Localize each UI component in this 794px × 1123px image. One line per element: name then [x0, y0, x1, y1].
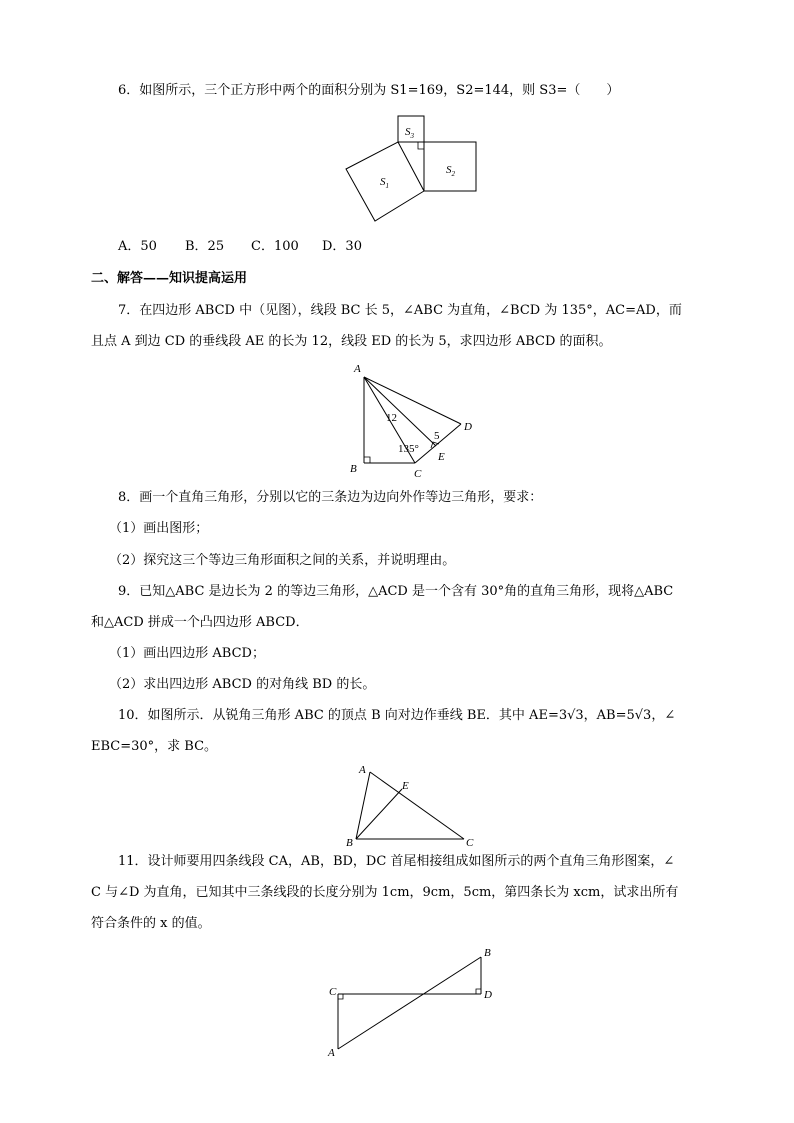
q9-sub2: （2）求出四边形 ABCD 的对角线 BD 的长。 — [109, 677, 376, 692]
q9-line1: 9．已知△ABC 是边长为 2 的等边三角形，△ACD 是一个含有 30°角的直角三角形，现将△ABC — [118, 584, 674, 599]
q10-label-c: C — [466, 837, 474, 849]
q11-line2: C 与∠D 为直角，已知其中三条线段的长度分别为 1cm，9cm，5cm，第四条长为 xcm，试求出所有 — [91, 885, 679, 900]
q7-line1: 7．在四边形 ABCD 中（见图），线段 BC 长 5，∠ABC 为直角，∠BCD 为 135°，AC=AD，而 — [118, 303, 682, 318]
q11-label-d: D — [484, 989, 492, 1001]
q8-sub1: （1）画出图形； — [109, 521, 209, 536]
q7-length-5: 5 — [434, 430, 440, 442]
q10-label-e: E — [402, 780, 409, 792]
q8-line1: 8．画一个直角三角形，分别以它的三条边为边向外作等边三角形，要求： — [118, 490, 543, 505]
q10-line1: 10．如图所示．从锐角三角形 ABC 的顶点 B 向对边作垂线 BE．其中 AE=3√3，AB=5√3，∠ — [118, 708, 676, 723]
q11-line3: 符合条件的 x 的值。 — [91, 916, 211, 931]
q6-option-d: D．30 — [322, 239, 362, 254]
q11-label-b: B — [484, 947, 491, 959]
q6-text: 6．如图所示，三个正方形中两个的面积分别为 S1=169，S2=144，则 S3=（ ） — [118, 83, 620, 98]
q7-label-e: E — [438, 451, 445, 463]
q8-sub2: （2）探究这三个等边三角形面积之间的关系，并说明理由。 — [109, 553, 456, 568]
q7-line2: 且点 A 到边 CD 的垂线段 AE 的长为 12，线段 ED 的长为 5，求四边形 ABCD 的面积。 — [91, 334, 612, 349]
q7-label-a: A — [354, 363, 361, 375]
s3-label: $S_3$ — [405, 126, 414, 140]
q7-length-12: 12 — [386, 412, 397, 424]
q9-line2: 和△ACD 拼成一个凸四边形 ABCD． — [91, 615, 309, 630]
q11-line1: 11．设计师要用四条线段 CA，AB，BD，DC 首尾相接组成如图所示的两个直角三角形图案，∠ — [118, 854, 675, 869]
q6-option-b: B．25 — [185, 239, 225, 254]
q10-line2: EBC=30°，求 BC。 — [91, 739, 218, 754]
q6-option-a: A．50 — [118, 239, 157, 254]
q9-sub1: （1）画出四边形 ABCD； — [109, 646, 265, 661]
q7-angle-135: 135° — [398, 443, 419, 455]
s1-label: $S_1$ — [380, 176, 389, 190]
q7-label-b: B — [350, 463, 357, 475]
s2-label: $S_2$ — [446, 164, 455, 178]
section-heading: 二、解答——知识提高运用 — [91, 271, 248, 286]
q7-label-d: D — [464, 421, 472, 433]
q10-label-a: A — [359, 764, 366, 776]
q7-label-c: C — [414, 468, 422, 480]
q10-label-b: B — [346, 837, 353, 849]
q11-label-c: C — [329, 986, 337, 998]
q6-option-c: C．100 — [251, 239, 299, 254]
q11-label-a: A — [328, 1047, 335, 1059]
